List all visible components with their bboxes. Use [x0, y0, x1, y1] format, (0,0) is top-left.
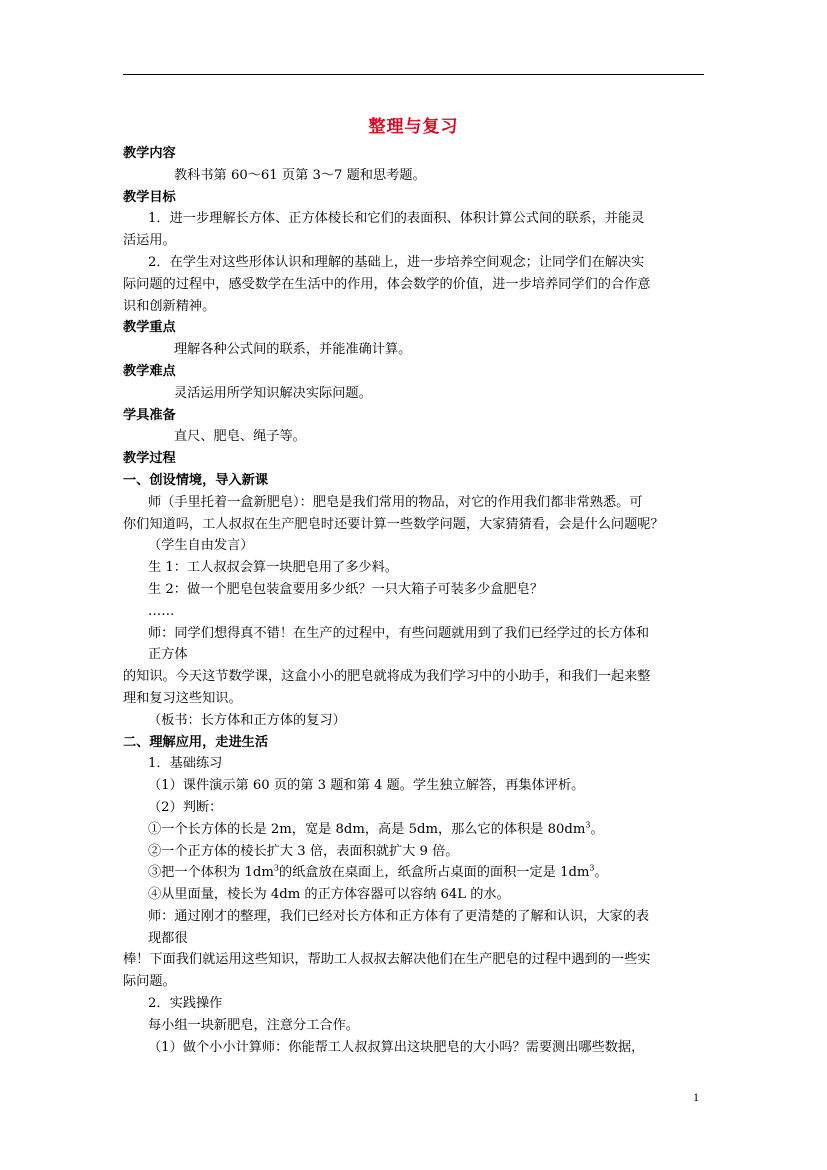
paragraph-line: 理和复习这些知识。 [123, 690, 242, 706]
text-run: ③把一个体积为 1dm [148, 865, 274, 881]
superscript: 3 [273, 863, 279, 873]
paragraph-line: 每小组一块新肥皂，注意分工合作。 [148, 1017, 359, 1033]
subsection-heading: 一、创设情境，导入新课 [123, 472, 269, 488]
text-run: 。 [594, 865, 608, 881]
section-heading: 教学目标 [123, 189, 176, 205]
paragraph-line: 直尺、肥皂、绳子等。 [174, 429, 306, 445]
paragraph-line: 活运用。 [123, 233, 176, 249]
paragraph-line: 1．基础练习 [148, 756, 223, 772]
paragraph-line: 的知识。今天这节数学课，这盒小小的肥皂就将成为我们学习中的小助手，和我们一起来整 [123, 669, 651, 685]
paragraph-line: 生 1：工人叔叔会算一块肥皂用了多少料。 [148, 560, 398, 576]
section-heading: 教学过程 [123, 451, 176, 467]
paragraph-line: 正方体 [148, 647, 188, 663]
paragraph-line: 2．实践操作 [148, 996, 223, 1012]
header-rule [123, 74, 704, 75]
paragraph-line: 师：通过刚才的整理，我们已经对长方体和正方体有了更清楚的了解和认识，大家的表 [148, 908, 650, 924]
paragraph-line: 1．进一步理解长方体、正方体棱长和它们的表面积、体积计算公式间的联系，并能灵 [148, 211, 645, 227]
paragraph-line: 理解各种公式间的联系，并能准确计算。 [174, 342, 412, 358]
page-number: 1 [693, 1090, 699, 1104]
subsection-heading: 二、理解应用，走进生活 [123, 734, 269, 750]
paragraph-line: 2．在学生对这些形体认识和理解的基础上，进一步培养空间观念；让同学们在解决实 [148, 254, 645, 270]
paragraph-line: 师：同学们想得真不错！在生产的过程中，有些问题就用到了我们已经学过的长方体和 [148, 625, 650, 641]
paragraph-line: 棒！下面我们就运用这些知识，帮助工人叔叔去解决他们在生产肥皂的过程中遇到的一些实 [123, 952, 651, 968]
paragraph-line: 你们知道吗，工人叔叔在生产肥皂时还要计算一些数学问题，大家猜猜看，会是什么问题呢？ [123, 516, 664, 532]
document-body [123, 143, 705, 1058]
paragraph-line: ②一个正方体的棱长扩大 3 倍，表面积就扩大 9 倍。 [148, 843, 459, 859]
page-title: 整理与复习 [368, 117, 459, 137]
paragraph-line: 际问题。 [123, 974, 176, 990]
paragraph-line: （学生自由发言） [148, 538, 254, 554]
paragraph-line: ④从里面量，棱长为 4dm 的正方体容器可以容纳 64L 的水。 [148, 887, 510, 903]
text-run: ①一个长方体的长是 2m，宽是 8dm，高是 5dm，那么它的体积是 80dm [148, 821, 586, 837]
section-heading: 教学难点 [123, 363, 176, 379]
paragraph-line: （1）做个小小计算师：你能帮工人叔叔算出这块肥皂的大小吗？需要测出哪些数据， [148, 1039, 645, 1055]
paragraph-line: 师（手里托着一盒新肥皂）：肥皂是我们常用的物品，对它的作用我们都非常熟悉。可 [148, 494, 643, 510]
text-run: 的纸盒放在桌面上，纸盒所占桌面的面积一定是 1dm [278, 865, 590, 881]
paragraph-line: （2）判断： [148, 799, 223, 815]
section-heading: 学具准备 [123, 407, 176, 423]
superscript: 3 [585, 820, 591, 830]
paragraph-line: 际问题的过程中，感受数学在生活中的作用，体会数学的价值，进一步培养同学们的合作意 [123, 276, 651, 292]
paragraph-line [123, 819, 705, 841]
paragraph-line: 识和创新精神。 [123, 298, 216, 314]
paragraph-line: 生 2：做一个肥皂包装盒要用多少纸？一只大箱子可装多少盒肥皂？ [148, 581, 544, 597]
section-heading: 教学重点 [123, 320, 176, 336]
paragraph-line: （1）课件演示第 60 页的第 3 题和第 4 题。学生独立解答，再集体评析。 [148, 778, 585, 794]
paragraph-line: 现都很 [148, 930, 188, 946]
paragraph-line: 教科书第 60～61 页第 3～7 题和思考题。 [174, 167, 426, 183]
paragraph-line [123, 862, 705, 884]
section-heading: 教学内容 [123, 146, 176, 161]
paragraph-line: 灵活运用所学知识解决实际问题。 [174, 385, 372, 401]
paragraph-line: （板书：长方体和正方体的复习） [148, 712, 346, 728]
paragraph-line: …… [148, 603, 175, 619]
superscript: 3 [589, 863, 595, 873]
text-run: 。 [590, 821, 604, 837]
